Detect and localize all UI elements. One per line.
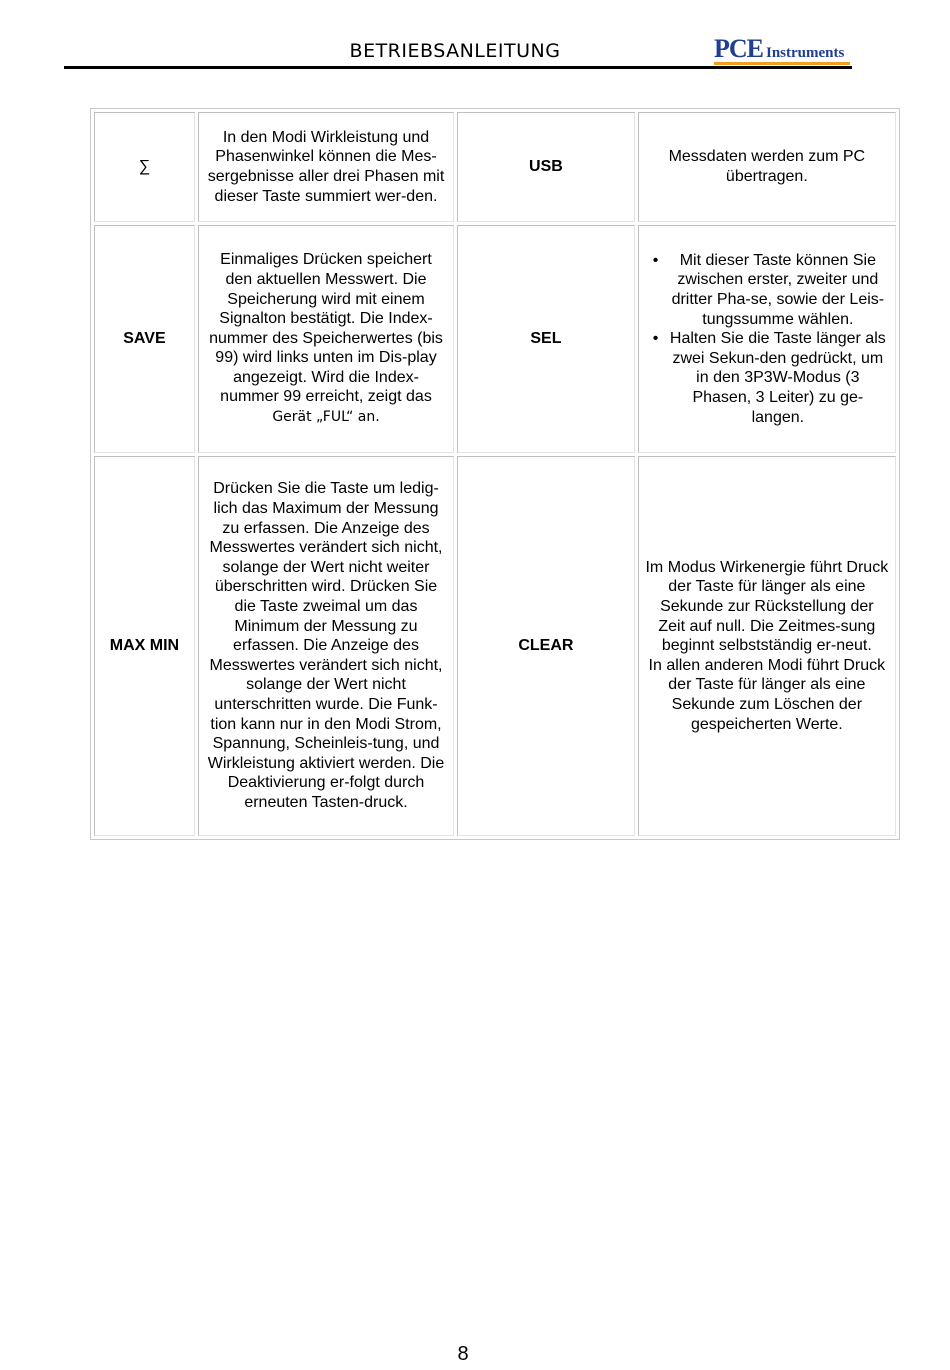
key-name-clear: CLEAR xyxy=(457,456,635,836)
sel-bullet-list xyxy=(645,251,889,427)
save-description-tail: Gerät „FUL“ an. xyxy=(272,409,380,426)
key-name-sum: ∑ xyxy=(94,112,195,222)
list-item: • Mit dieser Taste können Sie zwischen erster, zweiter und dritter Pha-se, sowie der Leis-tungssumme wählen. xyxy=(667,251,889,329)
save-description-text: Einmaliges Drücken speichert den aktuellen Messwert. Die Speicherung wird mit einem Signalton bestätigt. Die Index-nummer des Speicherwertes (bis 99) wird links unten im Dis-play angezeigt. Wird die Index-nummer 99 erreicht, zeigt das xyxy=(209,251,443,406)
key-description-save xyxy=(198,225,454,453)
clear-description-paragraph-2: In allen anderen Modi führt Druck der Taste für länger als eine Sekunde zum Löschen der gespeicherten Werte. xyxy=(648,656,886,733)
clear-description-paragraph-1: Im Modus Wirkenergie führt Druck der Taste für länger als eine Sekunde zur Rückstellung der Zeit auf null. Die Zeitmes-sung beginnt selbstständig er-neut. xyxy=(645,558,889,655)
key-description-clear xyxy=(638,456,896,836)
key-description-max-min: Drücken Sie die Taste um ledig-lich das Maximum der Messung zu erfassen. Die Anzeige des Messwertes verändert sich nicht, solange der Wert nicht weiter überschritten wird. Drücken Sie die Taste zweimal um das Minimum der Messung zu erfassen. Die Anzeige des Messwertes verändert sich nicht, solange der Wert nicht unterschritten wurde. Die Funk-tion kann nur in den Modi Strom, Spannung, Scheinleis-tung, und Wirkleistung aktiviert werden. Die Deaktivierung er-folgt durch erneuten Tasten-druck. xyxy=(198,456,454,836)
table-row xyxy=(94,112,896,222)
key-name-save: SAVE xyxy=(94,225,195,453)
pce-instruments-logo xyxy=(714,30,850,65)
list-item: • Halten Sie die Taste länger als zwei Sekun-den gedrückt, um in den 3P3W-Modus (3 Phasen, 3 Leiter) zu ge-langen. xyxy=(667,329,889,427)
key-name-usb: USB xyxy=(457,112,635,222)
table-row xyxy=(94,225,896,453)
page-number: 8 xyxy=(457,1343,469,1365)
header-divider xyxy=(64,66,852,69)
logo-instruments-text: Instruments xyxy=(766,45,845,61)
key-description-sel xyxy=(638,225,896,453)
key-description-sum: In den Modi Wirkleistung und Phasenwinkel können die Mes-sergebnisse aller drei Phasen mit dieser Taste summiert wer-den. xyxy=(198,112,454,222)
key-name-sel: SEL xyxy=(457,225,635,453)
key-name-max-min: MAX MIN xyxy=(94,456,195,836)
key-description-usb: Messdaten werden zum PC übertragen. xyxy=(638,112,896,222)
table-row xyxy=(94,456,896,836)
logo-pce-text: PCE xyxy=(714,34,763,63)
key-function-table xyxy=(90,108,900,840)
document-header-title: BETRIEBSANLEITUNG xyxy=(349,40,561,62)
